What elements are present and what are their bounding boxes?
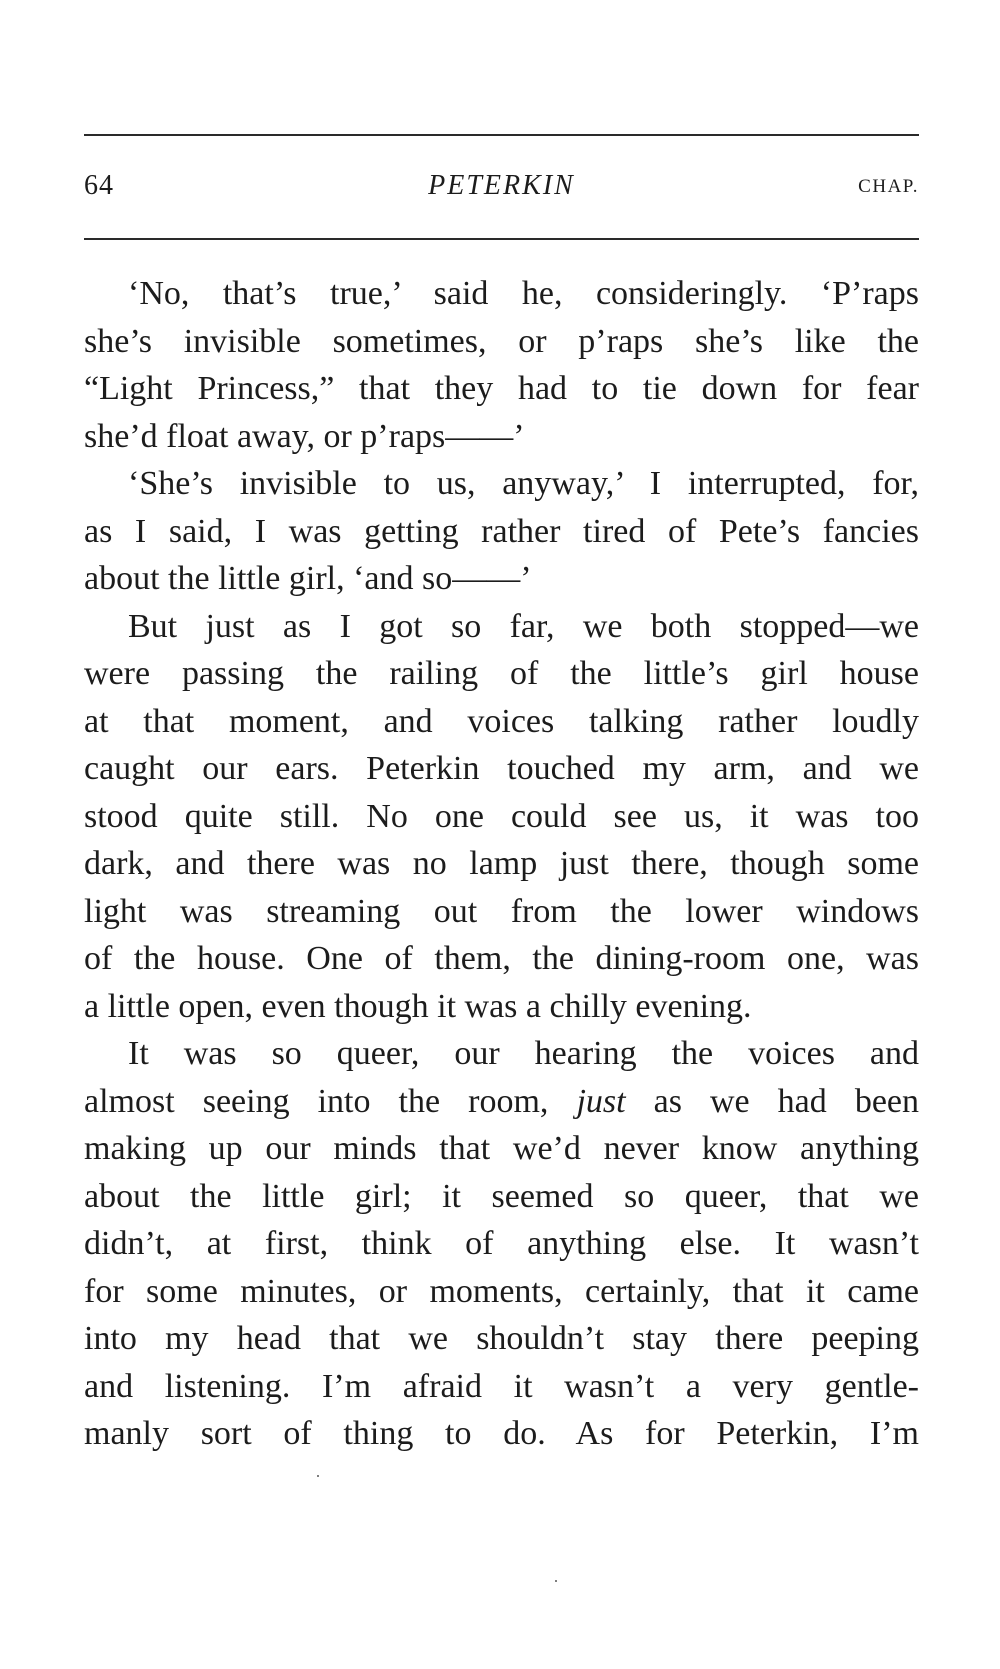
header-bottom-rule xyxy=(84,238,919,240)
text-segment: almost seeing into the room, xyxy=(84,1082,549,1120)
paragraph xyxy=(84,1030,919,1458)
text-line: caught our ears. Peterkin touched my arm, and we xyxy=(84,750,919,787)
text-line: about the little girl; it seemed so queer, that we xyxy=(84,1177,919,1215)
text-line-with-italic xyxy=(84,1078,919,1126)
text-line: manly sort of thing to do. As for Peterkin, I’m xyxy=(84,1415,919,1452)
running-title: PETERKIN xyxy=(428,170,575,201)
text-line: ‘No, that’s true,’ said he, consideringly. ‘P’raps xyxy=(128,275,919,312)
text-line: into my head that we shouldn’t stay there peeping xyxy=(84,1320,919,1357)
text-line: stood quite still. No one could see us, it was too xyxy=(84,797,919,835)
text-segment: as we had been xyxy=(653,1082,919,1120)
text-line: ‘She’s invisible to us, anyway,’ I interrupted, for, xyxy=(128,465,919,502)
text-line: “Light Princess,” that they had to tie down for fear xyxy=(84,370,919,407)
text-line: she’d float away, or p’raps——’ xyxy=(84,417,525,455)
running-header xyxy=(84,170,919,210)
italic-emphasis: just xyxy=(576,1082,626,1120)
text-line: a little open, even though it was a chilly evening. xyxy=(84,987,752,1025)
chapter-label: CHAP. xyxy=(858,176,919,197)
text-line: didn’t, at first, think of anything else. It wasn’t xyxy=(84,1225,919,1262)
text-line: about the little girl, ‘and so——’ xyxy=(84,560,532,597)
text-line: light was streaming out from the lower windows xyxy=(84,892,919,930)
text-line: dark, and there was no lamp just there, though some xyxy=(84,845,919,882)
text-line: for some minutes, or moments, certainly, that it came xyxy=(84,1272,919,1310)
text-line: of the house. One of them, the dining-room one, was xyxy=(84,940,919,977)
text-line: and listening. I’m afraid it wasn’t a very gentle- xyxy=(84,1367,919,1405)
text-line: making up our minds that we’d never know anything xyxy=(84,1130,919,1167)
page-number: 64 xyxy=(84,170,114,201)
text-line: as I said, I was getting rather tired of Pete’s fancies xyxy=(84,512,919,550)
text-line: were passing the railing of the little’s girl house xyxy=(84,655,919,692)
paragraph xyxy=(84,603,919,1031)
text-line: at that moment, and voices talking rather loudly xyxy=(84,702,919,740)
text-line: she’s invisible sometimes, or p’raps she’s like the xyxy=(84,322,919,360)
text-line: It was so queer, our hearing the voices and xyxy=(128,1035,919,1072)
paragraph xyxy=(84,460,919,603)
paper-speck xyxy=(317,1475,319,1477)
paragraph xyxy=(84,270,919,460)
paper-speck xyxy=(555,1580,557,1582)
header-top-rule xyxy=(84,134,919,136)
body-text xyxy=(84,270,919,1458)
text-line: But just as I got so far, we both stopped—we xyxy=(128,607,919,645)
